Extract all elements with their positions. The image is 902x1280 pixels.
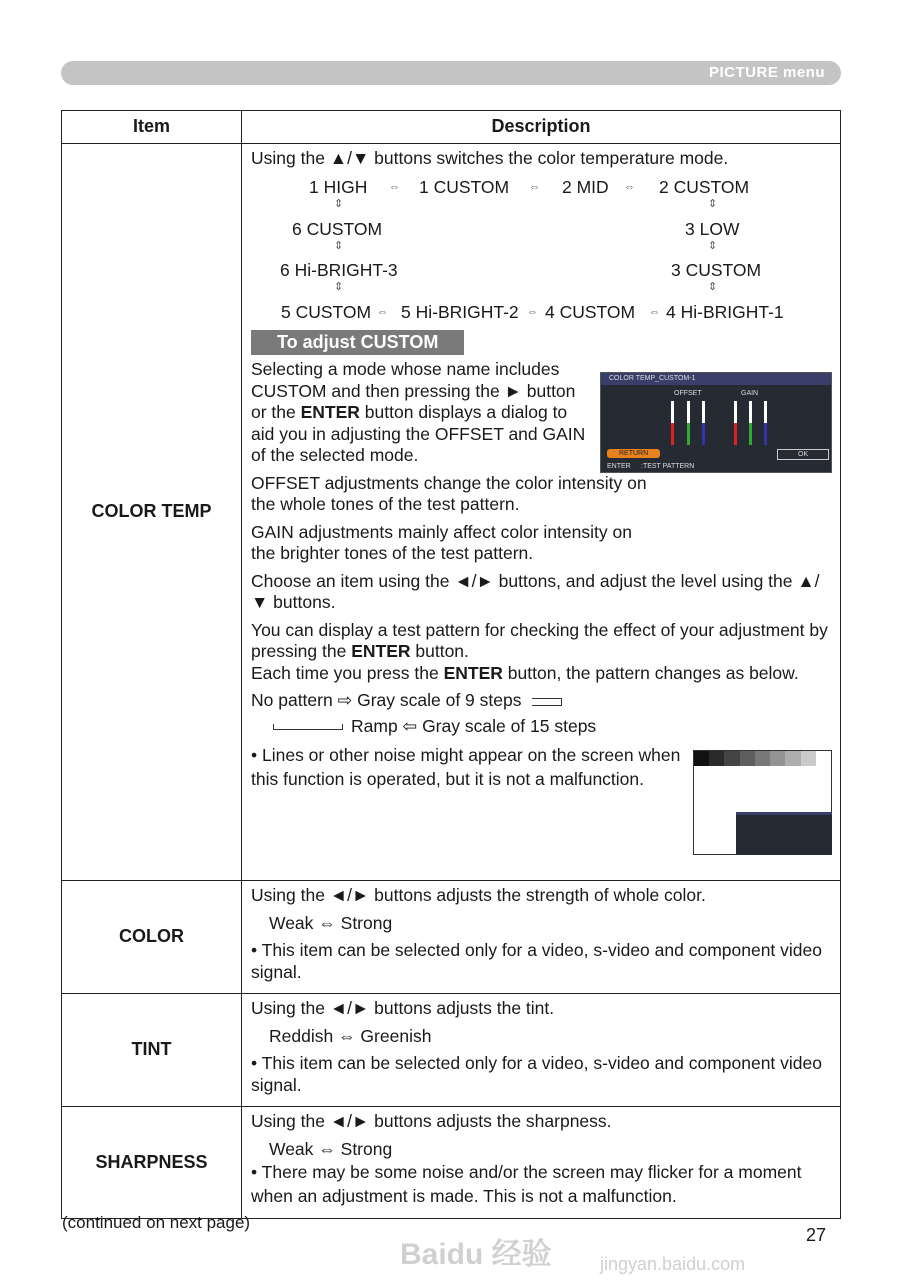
ud-arrow-icon: ⇕ bbox=[708, 239, 718, 252]
ud-arrow-icon: ⇕ bbox=[708, 280, 718, 293]
range-text: Weak ⇔ Strong bbox=[269, 1138, 393, 1159]
test-pattern-hint: :TEST PATTERN bbox=[641, 463, 695, 470]
gain-paragraph: GAIN adjustments mainly affect color intensity on the brighter tones of the test pattern. bbox=[251, 521, 632, 563]
intro-text: Using the ▲/▼ buttons switches the color temperature mode. bbox=[251, 148, 729, 168]
text: button, the pattern changes as below. bbox=[502, 662, 799, 683]
pattern-cycle-line-2 bbox=[251, 716, 832, 738]
mode-label: 5 CUSTOM bbox=[281, 301, 372, 322]
description-sharpness bbox=[242, 1107, 841, 1219]
text: Each time you press the bbox=[251, 662, 444, 683]
note: • This item can be selected only for a video, s-video and component video signal. bbox=[251, 940, 822, 982]
ok-button: OK bbox=[777, 449, 829, 460]
lr-arrow-icon: ⇔ bbox=[649, 305, 660, 318]
color-temp-dialog-screenshot bbox=[600, 372, 832, 473]
mode-label: 6 CUSTOM bbox=[292, 218, 383, 239]
text: Using the ◄/► buttons adjusts the sharpness. bbox=[251, 1111, 612, 1131]
watermark-logo: Baidu 经验 bbox=[400, 1238, 552, 1271]
mode-label: 1 CUSTOM bbox=[419, 176, 510, 197]
mode-label: 2 MID bbox=[562, 176, 609, 197]
lr-arrow-icon: ⇔ bbox=[624, 180, 635, 193]
dialog-title: COLOR TEMP_CUSTOM-1 bbox=[601, 373, 831, 385]
note: • This item can be selected only for a video, s-video and component video signal. bbox=[251, 1053, 822, 1095]
pattern-change-paragraph bbox=[251, 663, 832, 685]
offset-b-bar bbox=[702, 401, 705, 445]
enter-key: ENTER bbox=[443, 662, 503, 683]
mode-cycle-diagram bbox=[251, 174, 832, 324]
table-row bbox=[62, 994, 841, 1107]
ud-arrow-icon: ⇕ bbox=[334, 197, 344, 210]
test-pattern-paragraph bbox=[251, 620, 832, 663]
choose-paragraph: Choose an item using the ◄/► buttons, and adjust the level using the ▲/▼ buttons. bbox=[251, 570, 820, 612]
offset-paragraph: OFFSET adjustments change the color intensity on the whole tones of the test pattern. bbox=[251, 472, 647, 514]
enter-key: ENTER bbox=[607, 463, 631, 470]
offset-label: OFFSET bbox=[674, 390, 702, 397]
mode-label: 5 Hi-BRIGHT-2 bbox=[401, 301, 519, 322]
offset-r-bar bbox=[671, 401, 674, 445]
description-tint bbox=[242, 994, 841, 1107]
column-header-item: Item bbox=[62, 111, 242, 144]
item-tint: TINT bbox=[62, 994, 242, 1107]
text: button. bbox=[410, 641, 469, 661]
return-arrow-icon bbox=[532, 698, 562, 706]
note: • There may be some noise and/or the screen may flicker for a moment when an adjustment is made. This is not a malfunction. bbox=[251, 1162, 802, 1206]
text: No pattern ⇨ Gray scale of 9 steps bbox=[251, 690, 522, 710]
mode-label: 2 CUSTOM bbox=[659, 176, 750, 197]
enter-key: ENTER bbox=[351, 641, 411, 661]
subheading: To adjust CUSTOM bbox=[251, 330, 464, 356]
gain-g-bar bbox=[749, 401, 752, 445]
ud-arrow-icon: ⇕ bbox=[334, 280, 344, 293]
gain-r-bar bbox=[734, 401, 737, 445]
item-color: COLOR bbox=[62, 881, 242, 994]
text: Using the ◄/► buttons adjusts the strength of whole color. bbox=[251, 885, 706, 905]
ud-arrow-icon: ⇕ bbox=[334, 239, 344, 252]
page-number: 27 bbox=[806, 1225, 827, 1245]
table-row bbox=[62, 1107, 841, 1219]
enter-key: ENTER bbox=[300, 402, 360, 422]
mode-label: 4 CUSTOM bbox=[545, 301, 636, 322]
offset-g-bar bbox=[687, 401, 690, 445]
text: You can display a test pattern for checking the effect of your adjustment by pressing the bbox=[251, 619, 828, 661]
ud-arrow-icon: ⇕ bbox=[708, 197, 718, 210]
range-text: Reddish ⇔ Greenish bbox=[269, 1025, 432, 1046]
noise-note: • Lines or other noise might appear on the screen when this function is operated, but it is not a malfunction. bbox=[251, 745, 681, 789]
text: Ramp ⇦ Gray scale of 15 steps bbox=[351, 715, 597, 736]
table-header-row bbox=[62, 111, 841, 144]
range-text: Weak ⇔ Strong bbox=[269, 912, 393, 933]
watermark-url: jingyan.baidu.com bbox=[600, 1254, 746, 1274]
lr-arrow-icon: ⇔ bbox=[377, 305, 388, 318]
mode-label: 4 Hi-BRIGHT-1 bbox=[666, 301, 784, 322]
table-row bbox=[62, 881, 841, 994]
mode-label: 1 HIGH bbox=[309, 176, 368, 197]
pattern-cycle-line-1 bbox=[251, 690, 832, 712]
return-button: RETURN bbox=[607, 449, 660, 458]
item-sharpness: SHARPNESS bbox=[62, 1107, 242, 1219]
lr-arrow-icon: ⇔ bbox=[527, 305, 538, 318]
custom-paragraph bbox=[251, 359, 591, 467]
return-arrow-icon bbox=[273, 724, 343, 730]
gray-scale-strip bbox=[694, 751, 831, 766]
mode-label: 3 CUSTOM bbox=[671, 259, 762, 280]
item-color-temp: COLOR TEMP bbox=[62, 144, 242, 881]
text: Using the ◄/► buttons adjusts the tint. bbox=[251, 998, 555, 1018]
description-color bbox=[242, 881, 841, 994]
test-pattern-screenshot bbox=[693, 750, 832, 855]
text: button displays a dialog to aid you in adjusting the OFFSET and GAIN of the selected mode. bbox=[251, 402, 586, 465]
gain-label: GAIN bbox=[741, 390, 759, 397]
section-banner: PICTURE menu bbox=[61, 61, 841, 85]
mode-label: 3 LOW bbox=[685, 218, 740, 239]
continued-note: (continued on next page) bbox=[62, 1213, 251, 1232]
column-header-description: Description bbox=[242, 111, 841, 144]
gain-b-bar bbox=[764, 401, 767, 445]
lr-arrow-icon: ⇔ bbox=[529, 180, 540, 193]
text: Selecting a mode whose name includes CUSTOM and then pressing the ► button or the bbox=[251, 359, 576, 422]
picture-menu-table bbox=[61, 110, 841, 1219]
mode-label: 6 Hi-BRIGHT-3 bbox=[280, 259, 398, 280]
mini-dialog bbox=[736, 812, 832, 855]
lr-arrow-icon: ⇔ bbox=[389, 180, 400, 193]
